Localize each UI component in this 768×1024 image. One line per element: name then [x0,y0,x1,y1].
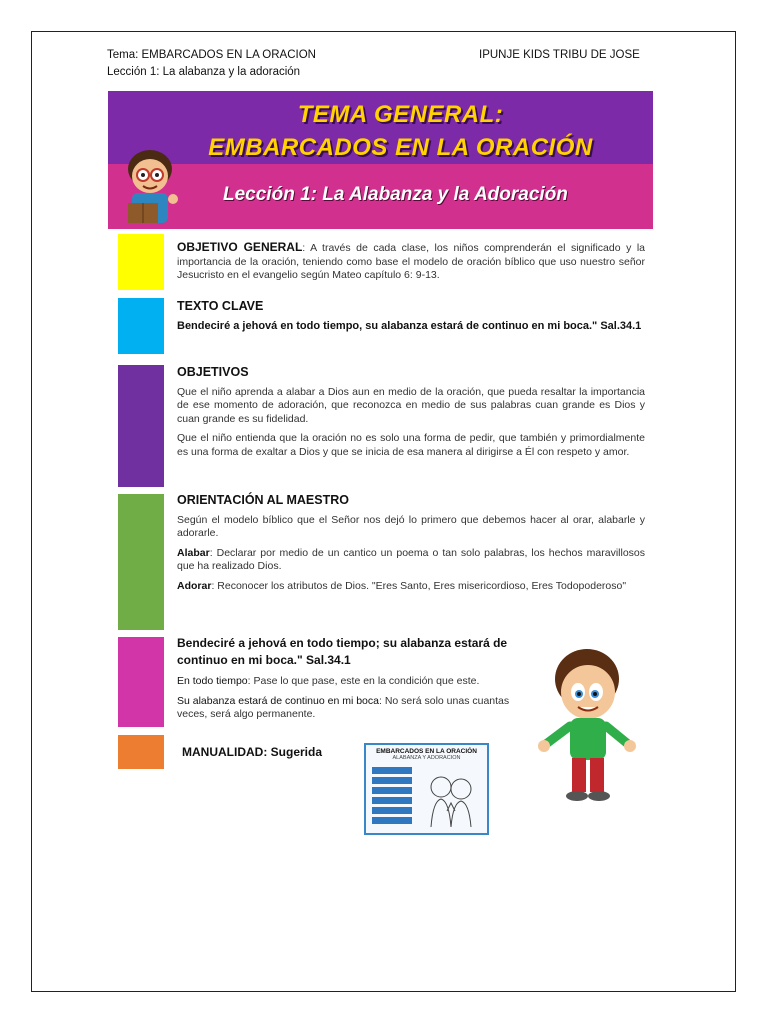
l1-text: : Pase lo que pase, este en la condición que este. [247,675,480,687]
objetivos-title: OBJETIVOS [177,365,249,379]
color-bar-green [118,494,164,630]
color-bar-orange [118,735,164,769]
color-bar-blue [118,298,164,354]
orientacion-adorar [177,580,645,594]
orientacion-paragraph-1: Según el modelo bíblico que el Señor nos dejó lo primero que debemos hacer al orar, alabarle y adorarle. [177,513,645,539]
header-church: IPUNJE KIDS TRIBU DE JOSE [479,49,640,61]
versiculo-line-2 [177,695,539,722]
orientacion-section [177,494,645,599]
title-banner [108,91,653,229]
l2-label: Su alabanza estará de continuo en mi boca [177,694,379,707]
manualidad-text: MANUALIDAD: Sugerida [182,745,322,759]
craft-title: EMBARCADOS EN LA ORACIÓN [376,748,477,755]
cartoon-boy-illustration [532,644,642,809]
objetivos-section [177,366,645,465]
versiculo-line-1 [177,675,539,689]
texto-clave-section [177,300,645,339]
color-bar-purple [118,365,164,487]
header-topic: Tema: EMBARCADOS EN LA ORACION [107,49,316,61]
banner-line1: TEMA GENERAL: [297,101,504,128]
color-bar-yellow [118,234,164,290]
versiculo-section [177,635,539,728]
l1-label: En todo tiempo [177,675,248,687]
orientacion-alabar [177,547,645,574]
objetivos-paragraph-1: Que el niño aprenda a alabar a Dios aun en medio de la oración, que pueda resaltar la importancia de ese momento de adoración, que reconozca en medio de sus palabras cuan grande es Dios y cuan grande es su fidelidad. [177,385,645,425]
craft-verse-strips [372,767,412,827]
praying-children-drawing [421,771,481,829]
texto-clave-title: TEXTO CLAVE [177,299,264,313]
l2-text: : No será solo unas cuantas veces, será algo permanente. [177,694,510,720]
banner-line2: EMBARCADOS EN LA ORACIÓN [208,134,593,161]
header-lesson: Lección 1: La alabanza y la adoración [107,66,301,78]
alabar-text: : Declarar por medio de un cantico un poema o tan solo palabras, los hechos maravillosos que ha realizado Dios. [177,546,645,572]
boy-reading-illustration [118,147,188,229]
craft-subtitle: ALABANZA Y ADORACION [392,755,461,761]
objetivo-general-section [177,241,645,289]
objetivo-general-title: OBJETIVO GENERAL [177,240,303,254]
adorar-label: Adorar [177,579,212,592]
texto-clave-text: Bendeciré a jehová en todo tiempo, su alabanza estará de continuo en mi boca." Sal.34.1 [177,319,642,332]
manualidad-section [182,746,382,760]
versiculo-title: Bendeciré a jehová en todo tiempo; su alabanza estará de continuo en mi boca." Sal.34.1 [177,636,508,667]
document-page [31,31,736,992]
color-bar-magenta [118,637,164,727]
craft-preview-image [364,743,489,835]
alabar-label: Alabar [177,546,210,559]
orientacion-title: ORIENTACIÓN AL MAESTRO [177,493,349,507]
adorar-text: : Reconocer los atributos de Dios. "Eres Santo, Eres misericordioso, Eres Todopoderoso" [211,579,627,592]
banner-line3: Lección 1: La Alabanza y la Adoración [223,184,568,205]
objetivo-general-text: : A través de cada clase, los niños comprenderán el significado y la importancia de la oración, teniendo como base el modelo de oración bíblico que uso nuestro señor Jesucristo en el evangelio según Mateo capítulo 6: 9-13. [177,242,645,281]
objetivos-paragraph-2: Que el niño entienda que la oración no es solo una forma de pedir, que también y primordialmente es una forma de exaltar a Dios y que se inicia de esa manera al dirigirse a Él con respeto y amor. [177,432,645,458]
